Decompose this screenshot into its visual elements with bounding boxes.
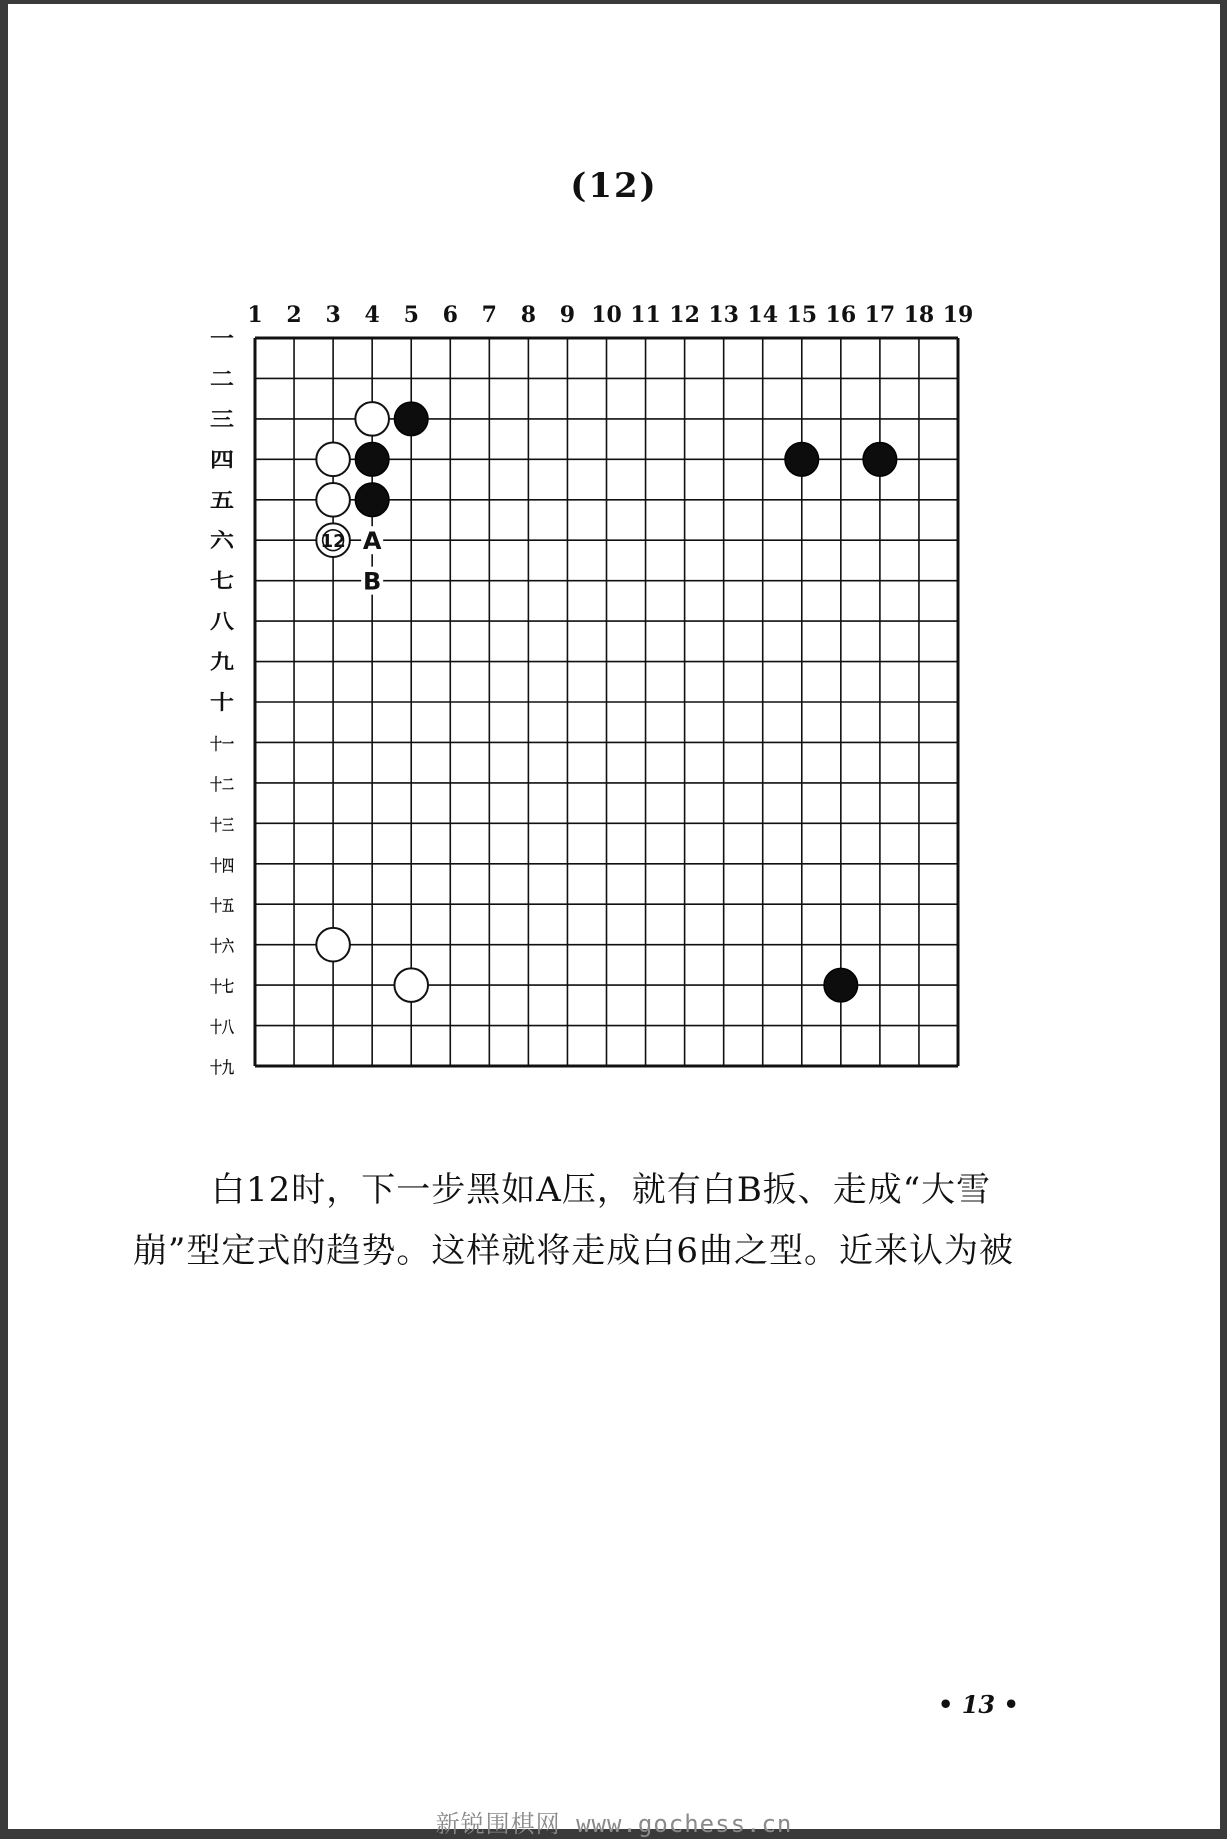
black-stone xyxy=(355,483,389,517)
row-label: 十 xyxy=(210,690,234,714)
black-stone xyxy=(785,443,819,477)
white-stone xyxy=(355,402,389,436)
row-label: 十六 xyxy=(210,936,235,956)
column-label: 6 xyxy=(442,302,458,328)
column-label: 9 xyxy=(559,302,576,328)
column-label: 3 xyxy=(325,302,341,328)
row-label: 十七 xyxy=(210,977,234,997)
row-label: 六 xyxy=(210,528,236,553)
column-label: 8 xyxy=(520,302,537,328)
row-label: 二 xyxy=(210,366,234,391)
black-stone xyxy=(824,968,858,1002)
row-label: 九 xyxy=(210,649,234,674)
paragraph-line-1: 白12时，下一步黑如A压，就有白B扳、走成“大雪 xyxy=(211,1170,992,1210)
row-label: 五 xyxy=(210,487,234,512)
paragraph-line-2: 崩”型定式的趋势。这样就将走成白6曲之型。近来认为被 xyxy=(133,1231,1015,1271)
row-label: 十九 xyxy=(210,1058,234,1077)
row-label: 十八 xyxy=(210,1017,235,1037)
row-label: 十三 xyxy=(210,815,234,835)
white-stone xyxy=(316,928,350,962)
page-number: • 13 • xyxy=(938,1690,1019,1719)
row-label: 八 xyxy=(210,609,236,634)
white-stone xyxy=(316,483,350,517)
row-label: 七 xyxy=(210,568,234,593)
figure-title: (12) xyxy=(570,166,658,206)
row-label: 十一 xyxy=(210,734,234,754)
go-board-diagram xyxy=(8,4,1220,1104)
column-label: 11 xyxy=(630,302,661,328)
black-stone xyxy=(863,443,897,477)
white-stone xyxy=(316,443,350,477)
black-stone xyxy=(355,443,389,477)
column-label: 15 xyxy=(786,302,818,328)
row-label: 十四 xyxy=(210,855,234,875)
column-label: 14 xyxy=(747,302,779,328)
column-label: 19 xyxy=(942,302,974,328)
row-label: 三 xyxy=(210,406,234,431)
column-label: 16 xyxy=(825,302,857,328)
document-page xyxy=(8,4,1220,1838)
column-label: 5 xyxy=(403,302,419,328)
mark-label-a: A xyxy=(362,527,382,556)
column-label: 13 xyxy=(708,302,739,328)
column-label: 18 xyxy=(903,302,935,328)
column-label: 2 xyxy=(286,302,302,328)
column-label: 17 xyxy=(864,302,896,328)
row-label: 四 xyxy=(210,447,234,472)
column-label: 7 xyxy=(481,302,497,328)
row-label: 十五 xyxy=(210,896,234,916)
white-stone xyxy=(394,968,428,1002)
column-label: 12 xyxy=(669,302,700,328)
column-label: 1 xyxy=(247,302,263,328)
row-label: 一 xyxy=(210,326,234,350)
black-stone xyxy=(394,402,428,436)
row-label: 十二 xyxy=(210,774,234,794)
watermark: 新锐围棋网 www.gochess.cn xyxy=(435,1810,793,1838)
column-label: 10 xyxy=(591,302,622,328)
move-number: 12 xyxy=(320,531,346,553)
mark-label-b: B xyxy=(363,567,382,596)
column-label: 4 xyxy=(364,302,380,328)
